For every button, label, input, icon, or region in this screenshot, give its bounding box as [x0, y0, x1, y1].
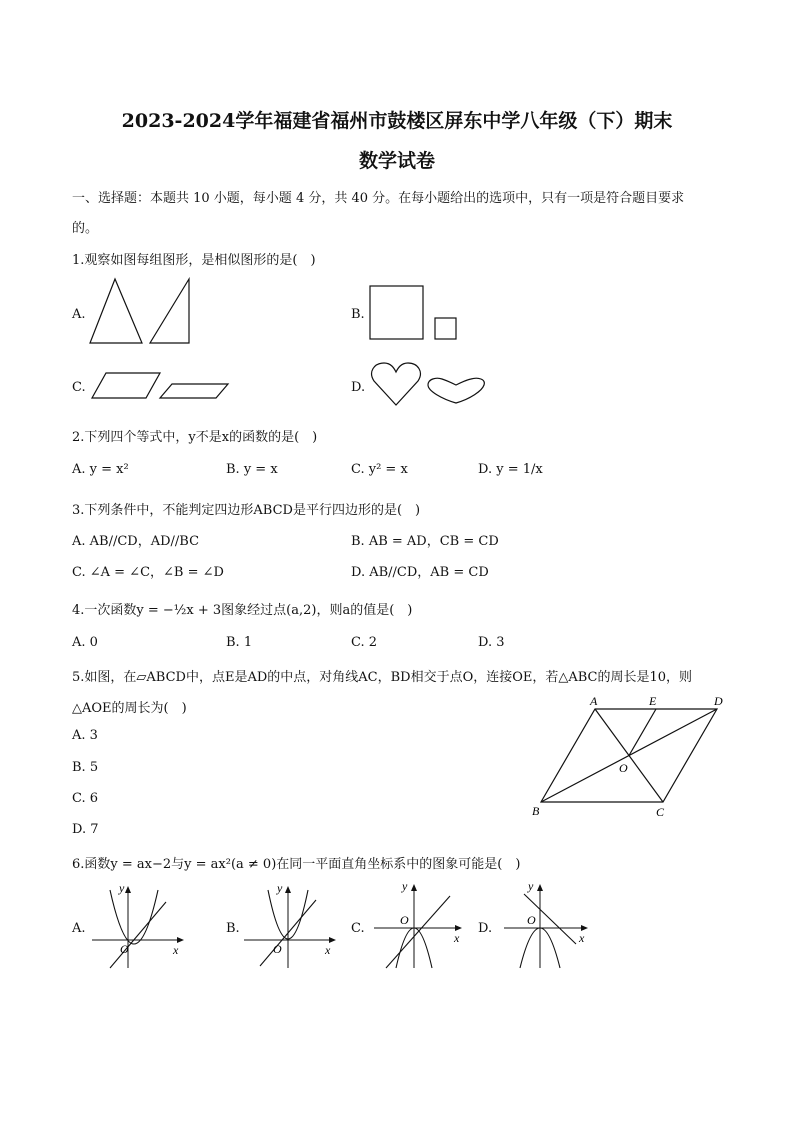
svg-text:x: x: [454, 931, 460, 945]
q1-option-d-figure: [370, 361, 490, 411]
q4-option-c: C. 2: [351, 635, 378, 650]
svg-text:O: O: [400, 913, 409, 927]
q5-option-c: C. 6: [72, 791, 99, 806]
q1-option-d-label: D.: [351, 380, 366, 395]
question-1-stem: 1.观察如图每组图形，是相似图形的是( ): [72, 253, 316, 268]
square-shape: [435, 318, 456, 339]
q6-option-c-graph: [370, 878, 470, 970]
q2-option-d: D. y = 1/x: [478, 462, 543, 477]
svg-text:y: y: [528, 879, 534, 893]
svg-text:y: y: [277, 881, 283, 895]
q6-option-b-graph: [240, 878, 340, 970]
svg-text:O: O: [273, 942, 282, 956]
q3-option-d: D. AB//CD，AB = CD: [351, 565, 489, 580]
q5-option-d: D. 7: [72, 822, 99, 837]
point-label-e: E: [649, 694, 657, 708]
svg-text:x: x: [173, 943, 179, 957]
svg-text:O: O: [120, 942, 129, 956]
q1-option-a-figure: [86, 278, 206, 348]
parallelogram-shape: [92, 373, 160, 398]
q5-option-b: B. 5: [72, 760, 99, 775]
y-arrow-icon: [285, 886, 291, 893]
q6-option-b-label: B.: [226, 921, 240, 936]
q6-option-c-label: C.: [351, 921, 365, 936]
question-4-stem: 4.一次函数y = −½x + 3图象经过点(a,2)，则a的值是( ): [72, 603, 413, 618]
y-arrow-icon: [537, 884, 543, 891]
svg-text:y: y: [119, 881, 125, 895]
point-label-d: D: [714, 694, 723, 708]
q6-option-a-graph: [88, 878, 188, 970]
q2-option-a: A. y = x²: [72, 462, 129, 477]
q6-option-d-graph: [500, 878, 600, 970]
q3-option-b: B. AB = AD，CB = CD: [351, 534, 499, 549]
y-arrow-icon: [411, 884, 417, 891]
q1-option-b-label: B.: [351, 307, 365, 322]
page-title: 2023-2024学年福建省福州市鼓楼区屏东中学八年级（下）期末: [121, 110, 673, 132]
page-subtitle: 数学试卷: [358, 150, 435, 172]
point-label-c: C: [656, 805, 665, 819]
svg-text:O: O: [527, 913, 536, 927]
svg-text:x: x: [579, 931, 585, 945]
q5-parallelogram-figure: [528, 690, 728, 820]
question-2-stem: 2.下列四个等式中，y不是x的函数的是( ): [72, 430, 318, 445]
heart-shape: [428, 378, 484, 403]
point-label-o: O: [619, 761, 628, 775]
q1-option-a-label: A.: [72, 307, 86, 322]
section-header: 一、选择题：本题共 10 小题，每小题 4 分，共 40 分。在每小题给出的选项中，只有一项是符合题目要求: [72, 191, 685, 206]
q4-option-a: A. 0: [72, 635, 98, 650]
y-arrow-icon: [125, 886, 131, 893]
question-5-stem: 5.如图，在▱ABCD中，点E是AD的中点，对角线AC，BD相交于点O，连接OE，若△ABC的周长是10，则: [72, 670, 693, 685]
q6-option-a-label: A.: [72, 921, 86, 936]
parallelogram-shape: [160, 384, 228, 398]
question-3-stem: 3.下列条件中，不能判定四边形ABCD是平行四边形的是( ): [72, 503, 421, 518]
heart-shape: [372, 363, 421, 405]
triangle-shape: [150, 279, 189, 343]
line-graph: [386, 896, 450, 968]
q1-option-c-figure: [92, 372, 232, 402]
q3-option-c: C. ∠A = ∠C，∠B = ∠D: [72, 565, 224, 580]
q2-option-b: B. y = x: [226, 462, 278, 477]
q6-option-d-label: D.: [478, 921, 493, 936]
q2-option-c: C. y² = x: [351, 462, 408, 477]
point-label-a: A: [590, 694, 598, 708]
parabola-curve: [110, 890, 158, 944]
question-6-stem: 6.函数y = ax−2与y = ax²(a ≠ 0)在同一平面直角坐标系中的图象可能是( ): [72, 857, 521, 872]
q3-option-a: A. AB//CD，AD//BC: [72, 534, 200, 549]
svg-text:x: x: [325, 943, 331, 957]
q5-option-a: A. 3: [72, 728, 98, 743]
line-graph: [110, 902, 166, 968]
svg-text:y: y: [402, 879, 408, 893]
q4-option-d: D. 3: [478, 635, 505, 650]
q1-option-b-figure: [368, 284, 468, 344]
triangle-shape: [90, 279, 142, 343]
question-5-stem-cont: △AOE的周长为( ): [72, 701, 187, 716]
point-label-b: B: [532, 804, 540, 818]
q1-option-c-label: C.: [72, 380, 86, 395]
q4-option-b: B. 1: [226, 635, 253, 650]
section-header-cont: 的。: [72, 221, 99, 236]
square-shape: [370, 286, 423, 339]
